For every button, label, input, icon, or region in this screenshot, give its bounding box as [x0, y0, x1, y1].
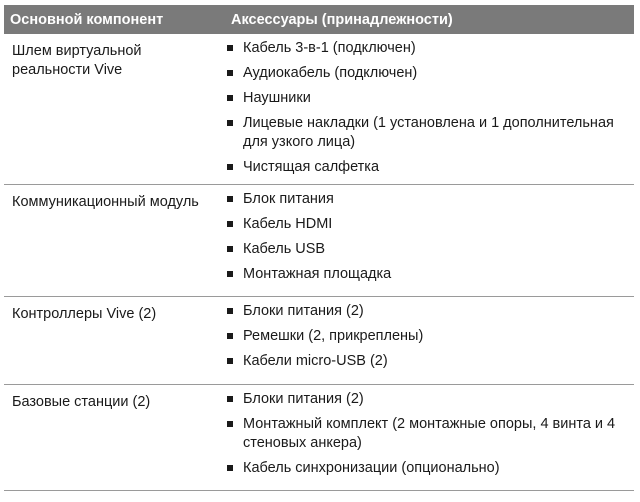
list-item: Аудиокабель (подключен): [221, 64, 634, 83]
list-item: Монтажный комплект (2 монтажные опоры, 4 винта и 4 стеновых анкера): [221, 415, 634, 453]
accessory-list: [221, 39, 634, 177]
components-table: [4, 5, 634, 491]
list-item: Наушники: [221, 89, 634, 108]
bullet-icon: [227, 333, 233, 339]
accessory-list: [221, 190, 634, 284]
list-item: Ремешки (2, прикреплены): [221, 327, 634, 346]
table-row: [4, 385, 634, 491]
list-item: Кабель USB: [221, 240, 634, 259]
component-name: Контроллеры Vive (2): [12, 306, 157, 322]
bullet-icon: [227, 421, 233, 427]
component-name: Базовые станции (2): [12, 394, 151, 410]
table-row: [4, 297, 634, 385]
bullet-icon: [227, 308, 233, 314]
bullet-icon: [227, 70, 233, 76]
list-item: Чистящая салфетка: [221, 158, 634, 177]
list-item: Монтажная площадка: [221, 265, 634, 284]
accessory-list: [221, 302, 634, 371]
component-name: Коммуникационный модуль: [12, 194, 199, 210]
list-item: Кабель синхронизации (опционально): [221, 459, 634, 478]
list-item: Блоки питания (2): [221, 390, 634, 409]
table-row: [4, 185, 634, 297]
bullet-icon: [227, 120, 233, 126]
bullet-icon: [227, 396, 233, 402]
bullet-icon: [227, 465, 233, 471]
component-name: Шлем виртуальной реальности Vive: [12, 43, 142, 78]
bullet-icon: [227, 95, 233, 101]
list-item: Кабели micro-USB (2): [221, 352, 634, 371]
bullet-icon: [227, 164, 233, 170]
table-row: [4, 34, 634, 185]
bullet-icon: [227, 246, 233, 252]
list-item: Блоки питания (2): [221, 302, 634, 321]
header-accessories: Аксессуары (принадлежности): [231, 11, 453, 28]
bullet-icon: [227, 271, 233, 277]
list-item: Блок питания: [221, 190, 634, 209]
list-item: Кабель 3-в-1 (подключен): [221, 39, 634, 58]
list-item: Лицевые накладки (1 установлена и 1 дополнительная для узкого лица): [221, 114, 634, 152]
bullet-icon: [227, 196, 233, 202]
bullet-icon: [227, 221, 233, 227]
header-main-component: Основной компонент: [10, 11, 164, 28]
list-item: Кабель HDMI: [221, 215, 634, 234]
bullet-icon: [227, 45, 233, 51]
table-header: [4, 5, 634, 34]
bullet-icon: [227, 358, 233, 364]
accessory-list: [221, 390, 634, 478]
